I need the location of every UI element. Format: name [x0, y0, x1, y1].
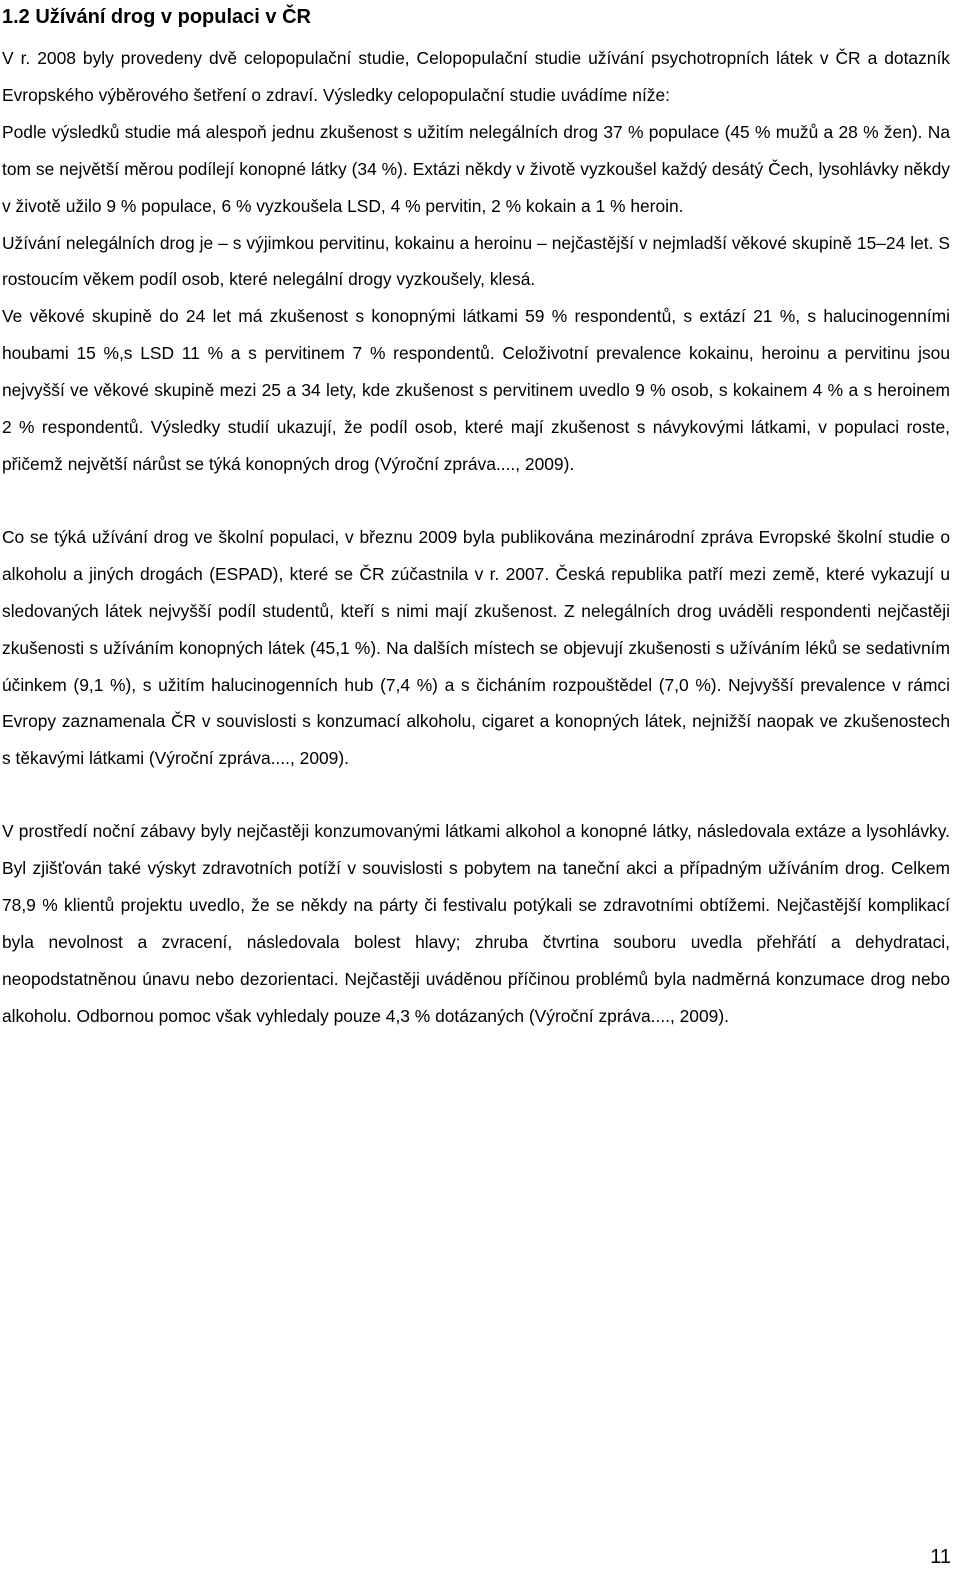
section-heading: 1.2 Užívání drog v populaci v ČR	[2, 6, 311, 28]
body-text	[2, 40, 950, 1035]
paragraph-young-respondents: Ve věkové skupině do 24 let má zkušenost s konopnými látkami 59 % respondentů, s extází 21 %, s halucinogenními houbami 15 %,s LSD 11 % a s pervitinem 7 % respondentů. Celoživotní prevalence kokainu, heroinu a pervitinu jsou nejvyšší ve věkové skupině mezi 25 a 34 lety, kde zkušenost s pervitinem uvedlo 9 % osob, s kokainem 4 % a s heroinem 2 % respondentů. Výsledky studií ukazují, že podíl osob, které mají zkušenost s návykovými látkami, v populaci roste, přičemž největší nárůst se týká konopných drog (Výroční zpráva...., 2009).	[2, 306, 950, 474]
paragraph-lifetime-prevalence: Podle výsledků studie má alespoň jednu zkušenost s užitím nelegálních drog 37 % populace (45 % mužů a 28 % žen). Na tom se největší měrou podílejí konopné látky (34 %). Extázi někdy v životě vyzkoušel každý desátý Čech, lysohlávky někdy v životě užilo 9 % populace, 6 % vyzkoušela LSD, 4 % pervitin, 2 % kokain a 1 % heroin.	[2, 121, 950, 216]
paragraph-nightlife: V prostředí noční zábavy byly nejčastěji konzumovanými látkami alkohol a konopné látky, následovala extáze a lysohlávky. Byl zjišťován také výskyt zdravotních potíží v souvislosti s pobytem na taneční akci a případným užíváním drog. Celkem 78,9 % klientů projektu uvedlo, že se někdy na párty či festivalu potýkali se zdravotními obtížemi. Nejčastější komplikací byla nevolnost a zvracení, následovala bolest hlavy; zhruba čtvrtina souboru uvedla přehřátí a dehydrataci, neopodstatněnou únavu nebo dezorientaci. Nejčastěji uváděnou příčinou problémů byla nadměrná konzumace drog nebo alkoholu. Odbornou pomoc však vyhledaly pouze 4,3 % dotázaných (Výroční zpráva...., 2009).	[2, 821, 950, 1026]
paragraph-intro: V r. 2008 byly provedeny dvě celopopulační studie, Celopopulační studie užívání psychotropních látek v ČR a dotazník Evropského výběrového šetření o zdraví. Výsledky celopopulační studie uvádíme níže:	[2, 48, 950, 105]
paragraph-age-groups: Užívání nelegálních drog je – s výjimkou pervitinu, kokainu a heroinu – nejčastější v nejmladší věkové skupině 15–24 let. S rostoucím věkem podíl osob, které nelegální drogy vyzkoušely, klesá.	[2, 232, 950, 290]
page-number: 11	[930, 1546, 951, 1568]
paragraph-school-population: Co se týká užívání drog ve školní populaci, v březnu 2009 byla publikována mezinárodní zpráva Evropské školní studie o alkoholu a jiných drogách (ESPAD), které se ČR zúčastnila v r. 2007. Česká republika patří mezi země, které vykazují u sledovaných látek nejvyšší podíl studentů, kteří s nimi mají zkušenost. Z nelegálních drog uváděli respondenti nejčastěji zkušenosti s užíváním konopných látek (45,1 %). Na dalších místech se objevují zkušenosti s užíváním léků se sedativním účinkem (9,1 %), s užitím halucinogenních hub (7,4 %) a s čicháním rozpouštědel (7,0 %). Nejvyšší prevalence v rámci Evropy zaznamenala ČR v souvislosti s konzumací alkoholu, cigaret a konopných látek, nejnižší naopak ve zkušenostech s těkavými látkami (Výroční zpráva...., 2009).	[2, 526, 950, 769]
